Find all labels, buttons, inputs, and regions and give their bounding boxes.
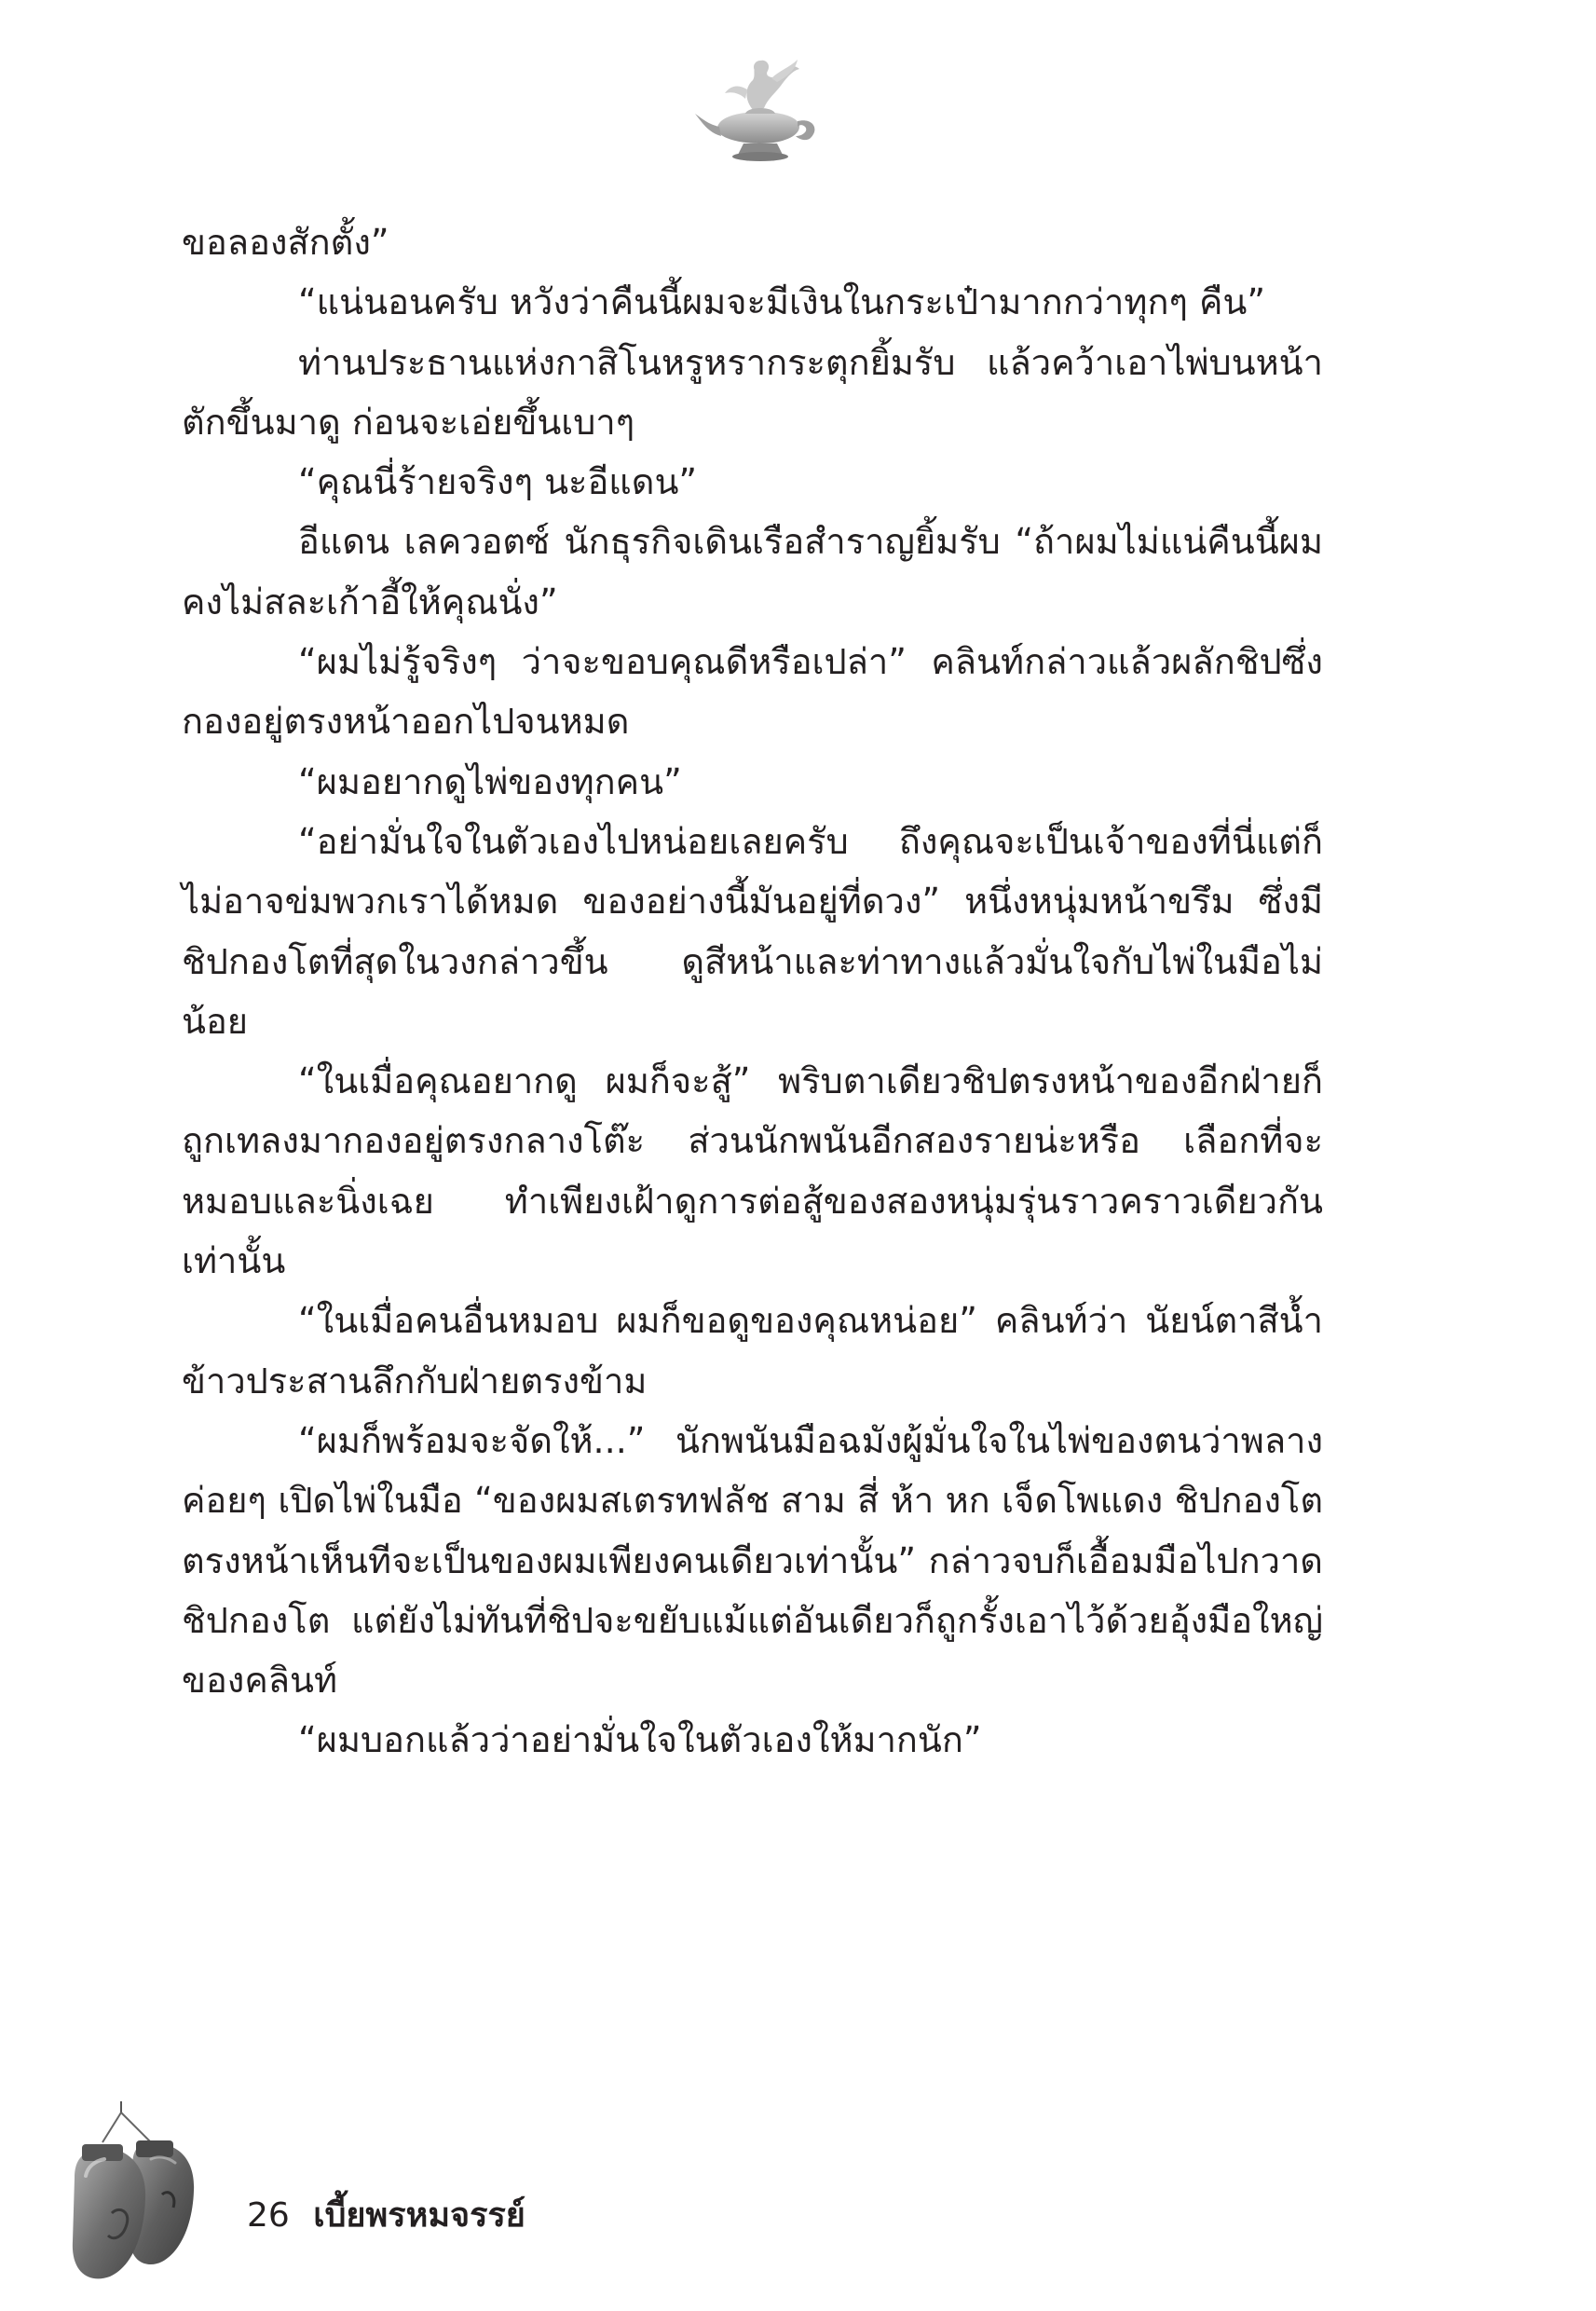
- paragraph: ท่านประธานแห่งกาสิโนหรูหรากระตุกยิ้มรับ แล้วคว้าเอาไพ่บนหน้าตักขึ้นมาดู ก่อนจะเอ่ยขึ้นเบาๆ: [182, 341, 1323, 443]
- genie-lamp-icon: [689, 47, 829, 168]
- paragraph: “อย่ามั่นใจในตัวเองไปหน่อยเลยครับ ถึงคุณจะเป็นเจ้าของที่นี่แต่ก็ไม่อาจข่มพวกเราได้หมด ของอย่างนี้มันอยู่ที่ดวง” หนึ่งหนุ่มหน้าขรึม ซึ่งมีชิปกองโตที่สุดในวงกล่าวขึ้น ดูสีหน้าและท่าทางแล้วมั่นใจกับไพ่ในมือไม่น้อย: [182, 820, 1323, 1042]
- paragraph: “ผมก็พร้อมจะจัดให้...” นักพนันมือฉมังผู้มั่นใจในไพ่ของตนว่าพลางค่อยๆ เปิดไพ่ในมือ “ของผมสเตรทฟลัช สาม สี่ ห้า หก เจ็ดโพแดง ชิปกองโตตรงหน้าเห็นทีจะเป็นของผมเพียงคนเดียวเท่านั้น” กล่าวจบก็เอื้อมมือไปกวาดชิปกองโต แต่ยังไม่ทันที่ชิปจะขยับแม้แต่อันเดียวก็ถูกรั้งเอาไว้ด้วยอุ้งมือใหญ่ของคลินท์: [182, 1419, 1323, 1702]
- page-footer: [247, 2188, 525, 2241]
- boxing-gloves-icon: [65, 2101, 233, 2288]
- paragraph: “ผมอยากดูไพ่ของทุกคน”: [298, 760, 682, 802]
- paragraph: “ในเมื่อคนอื่นหมอบ ผมก็ขอดูของคุณหน่อย” คลินท์ว่า นัยน์ตาสีน้ำข้าวประสานลึกกับฝ่ายตรงข้าม: [182, 1300, 1323, 1402]
- paragraph: “แน่นอนครับ หวังว่าคืนนี้ผมจะมีเงินในกระเป๋ามากกว่าทุกๆ คืน”: [298, 281, 1266, 323]
- paragraph: “คุณนี่ร้ายจริงๆ นะอีแดน”: [298, 461, 698, 503]
- paragraph: ขอลองสักตั้ง”: [182, 222, 389, 263]
- paragraph: อีแดน เลควอตซ์ นักธุรกิจเดินเรือสำราญยิ้มรับ “ถ้าผมไม่แน่คืนนี้ผมคงไม่สละเก้าอี้ให้คุณนั่ง”: [182, 521, 1323, 622]
- body-text: [182, 212, 1323, 1771]
- book-title: เบี้ยพรหมจรรย์: [313, 2196, 525, 2235]
- paragraph: “ผมบอกแล้วว่าอย่ามั่นใจในตัวเองให้มากนัก”: [298, 1719, 982, 1761]
- paragraph: “ผมไม่รู้จริงๆ ว่าจะขอบคุณดีหรือเปล่า” คลินท์กล่าวแล้วผลักชิปซึ่งกองอยู่ตรงหน้าออกไปจนหมด: [182, 641, 1323, 743]
- paragraph: “ในเมื่อคุณอยากดู ผมก็จะสู้” พริบตาเดียวชิปตรงหน้าของอีกฝ่ายก็ถูกเทลงมากองอยู่ตรงกลางโต๊ะ ส่วนนักพนันอีกสองรายน่ะหรือ เลือกที่จะหมอบและนิ่งเฉย ทำเพียงเฝ้าดูการต่อสู้ของสองหนุ่มรุ่นราวคราวเดียวกันเท่านั้น: [182, 1060, 1323, 1282]
- page-number: 26: [247, 2196, 290, 2235]
